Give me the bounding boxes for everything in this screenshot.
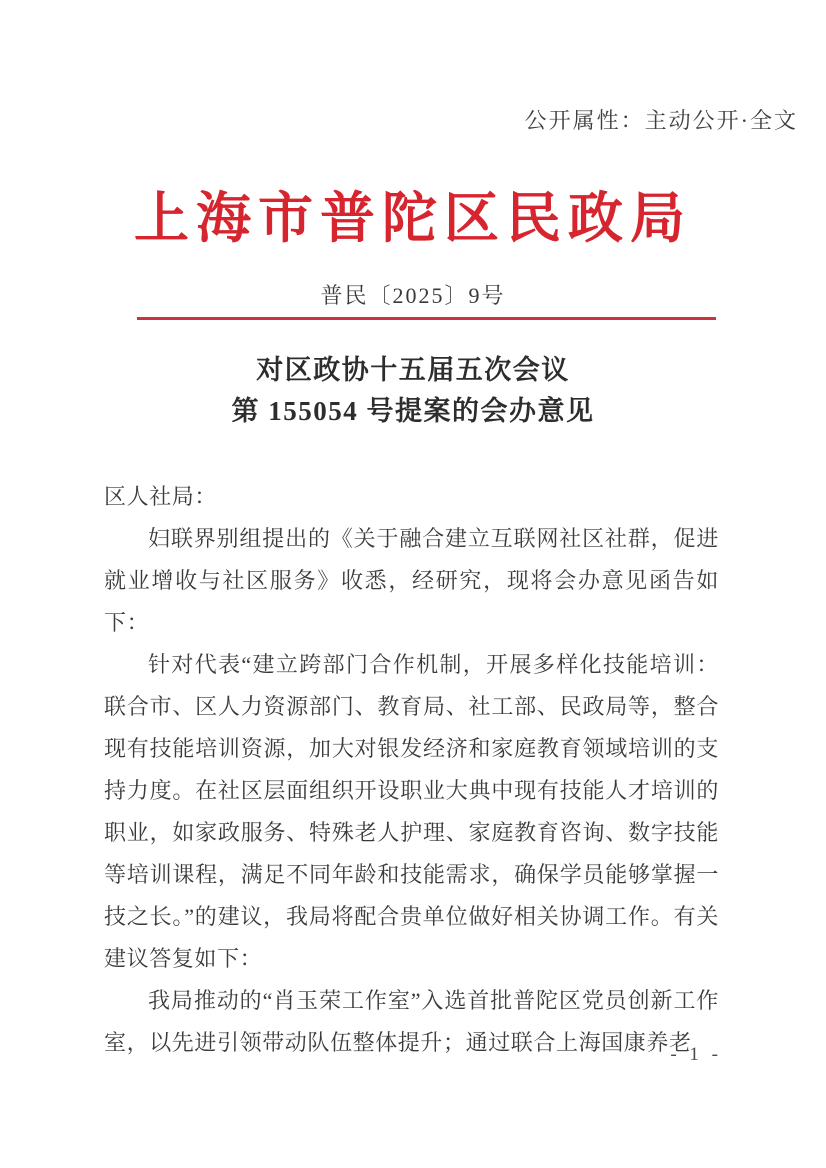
salutation: 区人社局：	[104, 484, 218, 509]
body-paragraph: 我局推动的“肖玉荣工作室”入选首批普陀区党员创新工作室，以先进引领带动队伍整体提升；通过联合上海国康养老	[104, 988, 719, 1055]
document-title	[0, 350, 826, 432]
agency-letterhead-title: 上海市普陀区民政局	[133, 188, 692, 249]
classification-note: 公开属性：主动公开·全文	[524, 108, 798, 133]
document-number: 普民〔2025〕9号	[320, 283, 506, 308]
document-title-line2: 第 155054 号提案的会办意见	[231, 396, 595, 426]
body-paragraph: 妇联界别组提出的《关于融合建立互联网社区社群，促进就业增收与社区服务》收悉，经研究，现将会办意见函告如下：	[104, 526, 719, 635]
document-title-line1: 对区政协十五届五次会议	[256, 355, 570, 385]
body-paragraph: 针对代表“建立跨部门合作机制，开展多样化技能培训：联合市、区人力资源部门、教育局、社工部、民政局等，整合现有技能培训资源，加大对银发经济和家庭教育领域培训的支持力度。在社区层面组织开设职业大典中现有技能人才培训的职业，如家政服务、特殊老人护理、家庭教育咨询、数字技能等培训课程，满足不同年龄和技能需求，确保学员能够掌握一技之长。”的建议，我局将配合贵单位做好相关协调工作。有关建议答复如下：	[104, 652, 719, 971]
red-divider-line	[137, 317, 716, 320]
document-body	[104, 476, 719, 1064]
page-number: - 1 -	[670, 1044, 722, 1065]
